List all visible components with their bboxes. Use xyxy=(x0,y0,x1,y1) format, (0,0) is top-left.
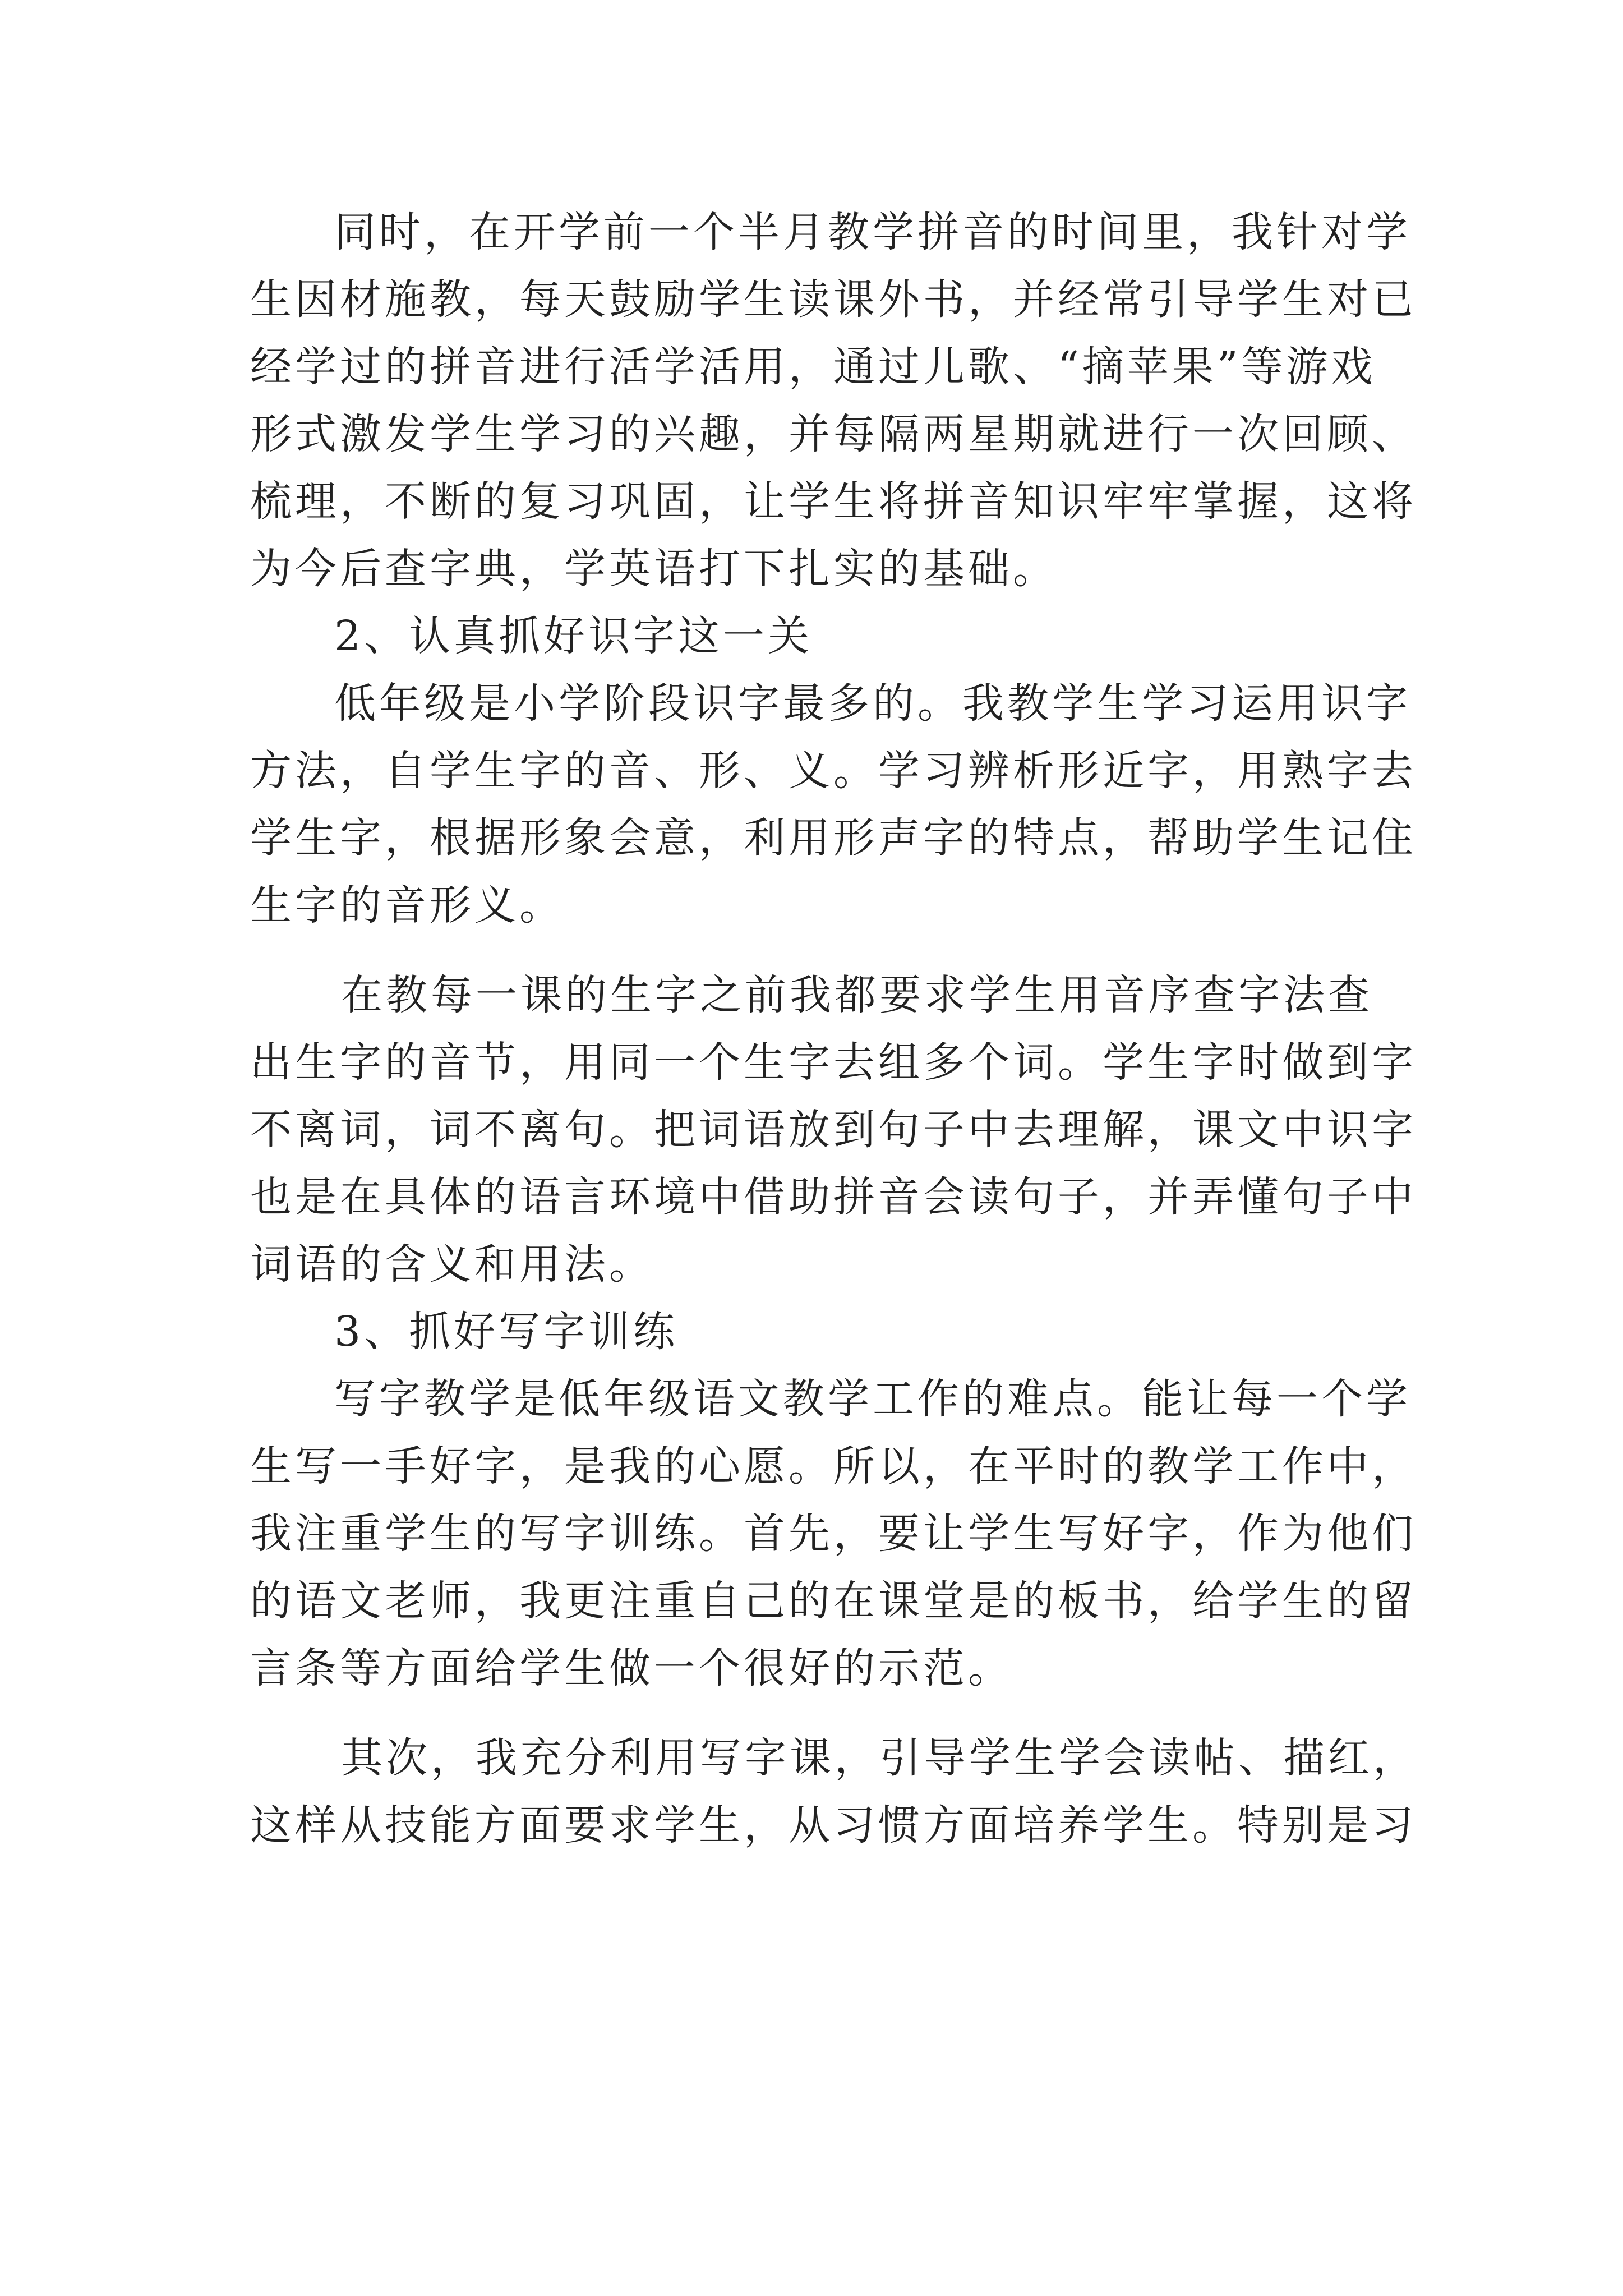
text-line: 同时，在开学前一个半月教学拼音的时间里，我针对学 xyxy=(334,208,1411,256)
text-line: 学生字，根据形象会意，利用形声字的特点，帮助学生记住 xyxy=(250,814,1417,862)
text-line: 生写一手好字，是我的心愿。所以，在平时的教学工作中， xyxy=(250,1442,1417,1490)
section-heading: 3、抓好写字训练 xyxy=(334,1308,679,1356)
text-line: 经学过的拼音进行活学活用，通过儿歌、“摘苹果”等游戏 xyxy=(250,343,1376,391)
text-line: 梳理，不断的复习巩固，让学生将拼音知识牢牢掌握，这将 xyxy=(250,477,1417,526)
text-line: 也是在具体的语言环境中借助拼音会读句子，并弄懂句子中 xyxy=(250,1173,1417,1221)
text-line: 其次，我充分利用写字课，引导学生学会读帖、描红， xyxy=(341,1734,1418,1782)
text-line: 在教每一课的生字之前我都要求学生用音序查字法查 xyxy=(341,971,1373,1019)
text-line: 生因材施教，每天鼓励学生读课外书，并经常引导学生对已 xyxy=(250,275,1417,324)
text-line: 这样从技能方面要求学生，从习惯方面培养学生。特别是习 xyxy=(250,1801,1417,1849)
text-line: 形式激发学生学习的兴趣，并每隔两星期就进行一次回顾、 xyxy=(250,410,1417,458)
text-line: 方法，自学生字的音、形、义。学习辨析形近字，用熟字去 xyxy=(250,747,1417,795)
section-heading: 2、认真抓好识字这一关 xyxy=(334,612,813,660)
text-line: 词语的含义和用法。 xyxy=(250,1240,654,1289)
text-line: 不离词，词不离句。把词语放到句子中去理解，课文中识字 xyxy=(250,1106,1417,1154)
text-line: 为今后查字典，学英语打下扎实的基础。 xyxy=(250,545,1058,593)
text-line: 写字教学是低年级语文教学工作的难点。能让每一个学 xyxy=(334,1375,1411,1423)
text-line: 的语文老师，我更注重自己的在课堂是的板书，给学生的留 xyxy=(250,1577,1417,1625)
text-line: 言条等方面给学生做一个很好的示范。 xyxy=(250,1644,1013,1692)
text-line: 我注重学生的写字训练。首先，要让学生写好字，作为他们 xyxy=(250,1510,1417,1558)
text-line: 低年级是小学阶段识字最多的。我教学生学习运用识字 xyxy=(334,679,1411,728)
text-line: 出生字的音节，用同一个生字去组多个词。学生字时做到字 xyxy=(250,1038,1417,1087)
text-line: 生字的音形义。 xyxy=(250,881,564,930)
